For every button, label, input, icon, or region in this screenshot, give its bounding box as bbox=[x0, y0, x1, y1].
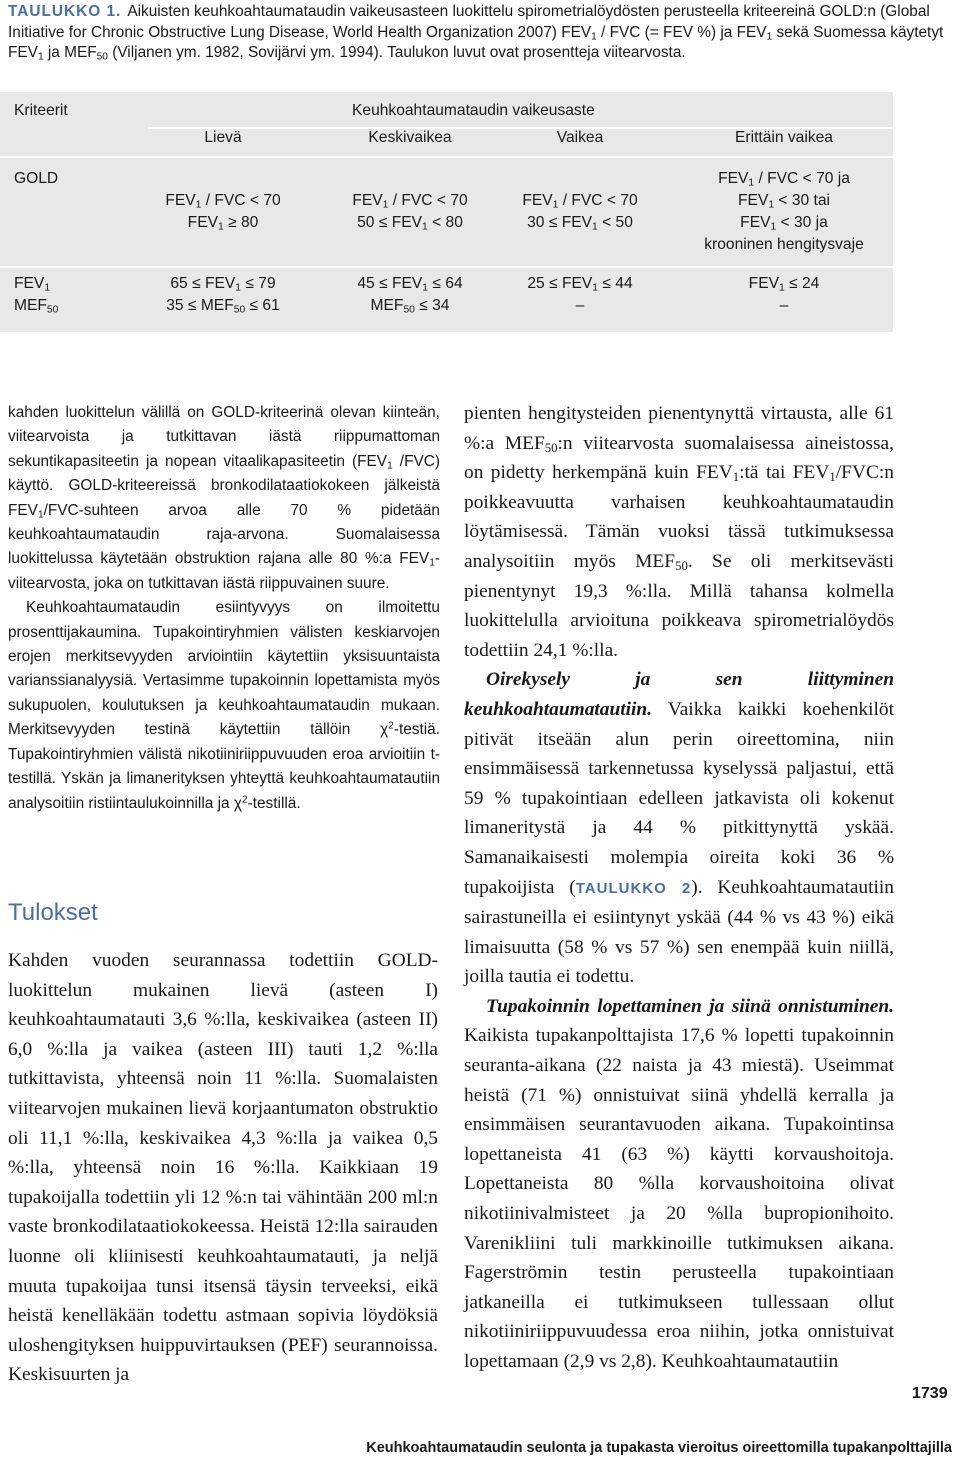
fin-moderate-mef50: $MEF_{50} \le 34$ bbox=[370, 297, 450, 316]
severity-table bbox=[0, 92, 893, 332]
paragraph: Tupakoinnin lopettaminen ja siinä onnistuminen. Kaikista tupakanpolttajista 17,6 % lopetti tupakoinnin seuranta-aikana (22 naista ja 43 miestä). Useimmat heistä (71 %) onnistuivat siinä yhdellä kerralla ja ensimmäisen seurantavuoden aikana. Tupakointinsa lopettaneista 41 (63 %) käytti korvaushoitoja. Lopettaneista 80 %lla korvaushoitoina olivat nikotiinivalmisteet ja 20 %lla bupropionihoito. Varenikliini tuli markkinoille tutkimuksen aikana. Fagerströmin testin perusteella tupakointiaan jatkaneilla ei tutkimukseen tullessaan ollut nikotiiniriippuvuudessa eroa niihin, jotka onnistuivat lopettamaan (2,9 vs 2,8). Keuhkoahtaumatautiin bbox=[464, 995, 894, 1372]
gold-mild-ratio: $FEV_1$ / FVC < 70 bbox=[165, 192, 281, 211]
right-column-text bbox=[464, 399, 894, 1377]
paragraph: Keuhkoahtaumataudin esiintyvyys on ilmoitettu prosenttijakaumina. Tupakointiryhmien välisten keskiarvojen erojen merkitsevyyden arviointiin käytettiin yksisuuntaista varianssianalyysiä. Vertasimme tupakoinnin lopettamista myös sukupuolen, koulutuksen ja keuhkoahtaumataudin mukaan. Merkitsevyyden testinä käytettiin tällöin $\chi^2$-testiä. Tupakointiryhmien välistä nikotiiniriippuvuuden eroa arvioitiin t-testillä. Yskän ja limanerityksen yhteyttä keuhkoahtaumatautiin analysoitiin ristiintaulukoinnilla ja $\chi^2$-testillä. bbox=[8, 599, 440, 812]
header-moderate: Keskivaikea bbox=[368, 129, 452, 146]
methods-text bbox=[8, 401, 440, 816]
header-criteria: Kriteerit bbox=[14, 102, 68, 119]
table-2-reference[interactable]: TAULUKKO 2 bbox=[575, 879, 692, 897]
fin-severe-mef50: – bbox=[575, 297, 585, 314]
paragraph: pienten hengitysteiden pienentynyttä virtausta, alle 61 %:a $MEF_{50}:n$ viitearvosta suomalaisessa aineistossa, on pidetty herkempänä kuin $FEV_1:tä$ tai $FEV_1/FVC:n$ poikkeavuutta varhaisen keuhkoahtaumataudin löytämisessä. Tämän vuoksi tässä tutkimuksessa analysoitiin myös $MEF_{50}$. Se oli merkitsevästi pienentynyt 19,3 %:lla. Millä tahansa kolmella luokittelulla arvioituna poikkeava spirometrialöydös todettiin 24,1 %:lla. bbox=[464, 403, 894, 661]
row-label-fev1: $FEV_1$ bbox=[14, 275, 51, 294]
gold-severe-ratio: $FEV_1$ / FVC < 70 bbox=[522, 192, 638, 211]
gold-mild-fev1: $FEV_1 \ge 80$ bbox=[187, 214, 259, 233]
section-title-results: Tulokset bbox=[8, 899, 98, 926]
table-caption: TAULUKKO 1. Aikuisten keuhkoahtaumataudin vaikeusasteen luokittelu spirometrialöydösten perusteella kriteereinä GOLD:n (Global Initiative for Chronic Obstructive Lung Disease, World Health Organization 2007) $FEV_1$ / FVC (= FEV %) ja $FEV_1$ sekä Suomessa käytetyt $FEV_1$ ja $MEF_{50}$ (Viljanen ym. 1982, Sovijärvi ym. 1994). Taulukon luvut ovat prosentteja viitearvosta. bbox=[8, 3, 944, 63]
fin-mild-mef50: $35 \le MEF_{50} \le 61$ bbox=[166, 297, 280, 316]
header-severe: Vaikea bbox=[556, 129, 604, 146]
table-divider bbox=[0, 266, 893, 268]
fin-very-severe-fev1: $FEV_1 \le 24$ bbox=[748, 275, 820, 294]
table-label: TAULUKKO 1. bbox=[8, 3, 122, 20]
gold-moderate-fev1: $50 \le FEV_1 < 80$ bbox=[357, 214, 463, 233]
subheading-symptoms: Oirekysely ja sen liittyminen keuhkoahtaumatautiin. bbox=[464, 669, 894, 720]
gold-severe-fev1: $30 \le FEV_1 < 50$ bbox=[527, 214, 633, 233]
fin-severe-fev1: $25 \le FEV_1 \le 44$ bbox=[527, 275, 633, 294]
row-label-mef50: $MEF_{50}$ bbox=[14, 297, 59, 316]
results-text: Kahden vuoden seurannassa todettiin GOLD-luokittelun mukainen lievä (asteen I) keuhkoahtaumatauti 3,6 %:lla, keskivaikea (asteen II) 6,0 %:lla ja vaikea (asteen III) tauti 1,2 %:lla tutkittavista, yhteensä noin 11 %:lla. Suomalaisten viitearvojen mukainen lievä korjaantumaton obstruktio oli 11,1 %:lla, keskivaikea 4,3 %:lla ja vaikea 0,5 %:lla, yhteensä noin 16 %:lla. Kaikkiaan 19 tupakoijalla todettiin yli 12 %:n tai vähintään 200 ml:n vaste bronkodilataatiokokeessa. Heistä 12:lla sairauden luonne oli kliinisesti keuhkoahtaumatauti, ja neljä muuta tupakoijaa tunsi itsensä täysin terveeksi, eikä heistä kenelläkään todettu astmaan sopivia löydöksiä uloshengityksen huippuvirtauksen (PEF) seurannoissa. Keskisuurten ja bbox=[8, 950, 438, 1386]
page-number: 1739 bbox=[912, 1385, 948, 1402]
paragraph: Oirekysely ja sen liittyminen keuhkoahtaumatautiin. Vaikka kaikki koehenkilöt pitivät itseään alun perin oireettomina, niin ensimmäisessä tarkennetussa kyselyssä paljastui, että 59 % tupakointiaan edelleen jatkavista oli kokenut limaneritystä ja 44 % pitkittynyttä yskää. Samanaikaisesti molempia oireita koki 36 % tupakoijista (TAULUKKO 2). Keuhkoahtaumatautiin sairastuneilla ei esiintynyt yskää (44 % vs 43 %) eikä limaisuutta (58 % vs 57 %) sen enempää kuin niillä, joilla tautia ei todettu. bbox=[464, 669, 894, 988]
table-divider bbox=[0, 156, 893, 158]
fin-mild-fev1: $65 \le FEV_1 \le 79$ bbox=[170, 275, 276, 294]
gold-moderate-ratio: $FEV_1$ / FVC < 70 bbox=[352, 192, 468, 211]
header-mild: Lievä bbox=[204, 129, 242, 146]
paragraph: kahden luokittelun välillä on GOLD-kriteerinä olevan kiinteän, viitearvoista ja tutkittavan iästä riippumattoman sekuntikapasiteetin ja nopean vitaalikapasiteetin ($FEV_1$ /FVC) käyttö. GOLD-kriteereissä bronkodilataatiokokeen jälkeistä $FEV_1/FVC$-suhteen arvoa alle 70 % pidetään keuhkoahtaumataudin raja-arvona. Suomalaisessa luokittelussa käytetään obstruktion rajana alle 80 %:a $FEV_1$-viitearvosta, joka on tutkittavan iästä riippuvainen suure. bbox=[8, 404, 440, 592]
running-footer: Keuhkoahtaumataudin seulonta ja tupakasta vieroitus oireettomilla tupakanpolttajilla bbox=[366, 1440, 952, 1456]
gold-very-severe-line1: $FEV_1$ / FVC < 70 ja bbox=[718, 170, 850, 189]
gold-very-severe-line2: $FEV_1 < 30$ tai bbox=[738, 192, 830, 211]
header-severity-group: Keuhkoahtaumataudin vaikeusaste bbox=[352, 102, 595, 119]
gold-very-severe-line3: $FEV_1 < 30$ ja bbox=[740, 214, 828, 233]
subheading-quitting: Tupakoinnin lopettaminen ja siinä onnistuminen. bbox=[486, 995, 894, 1017]
gold-very-severe-line4: krooninen hengitysvaje bbox=[704, 236, 864, 253]
row-label-gold: GOLD bbox=[14, 170, 59, 187]
fin-very-severe-mef50: – bbox=[779, 297, 789, 314]
fin-moderate-fev1: $45 \le FEV_1 \le 64$ bbox=[357, 275, 463, 294]
header-very-severe: Erittäin vaikea bbox=[735, 129, 833, 146]
